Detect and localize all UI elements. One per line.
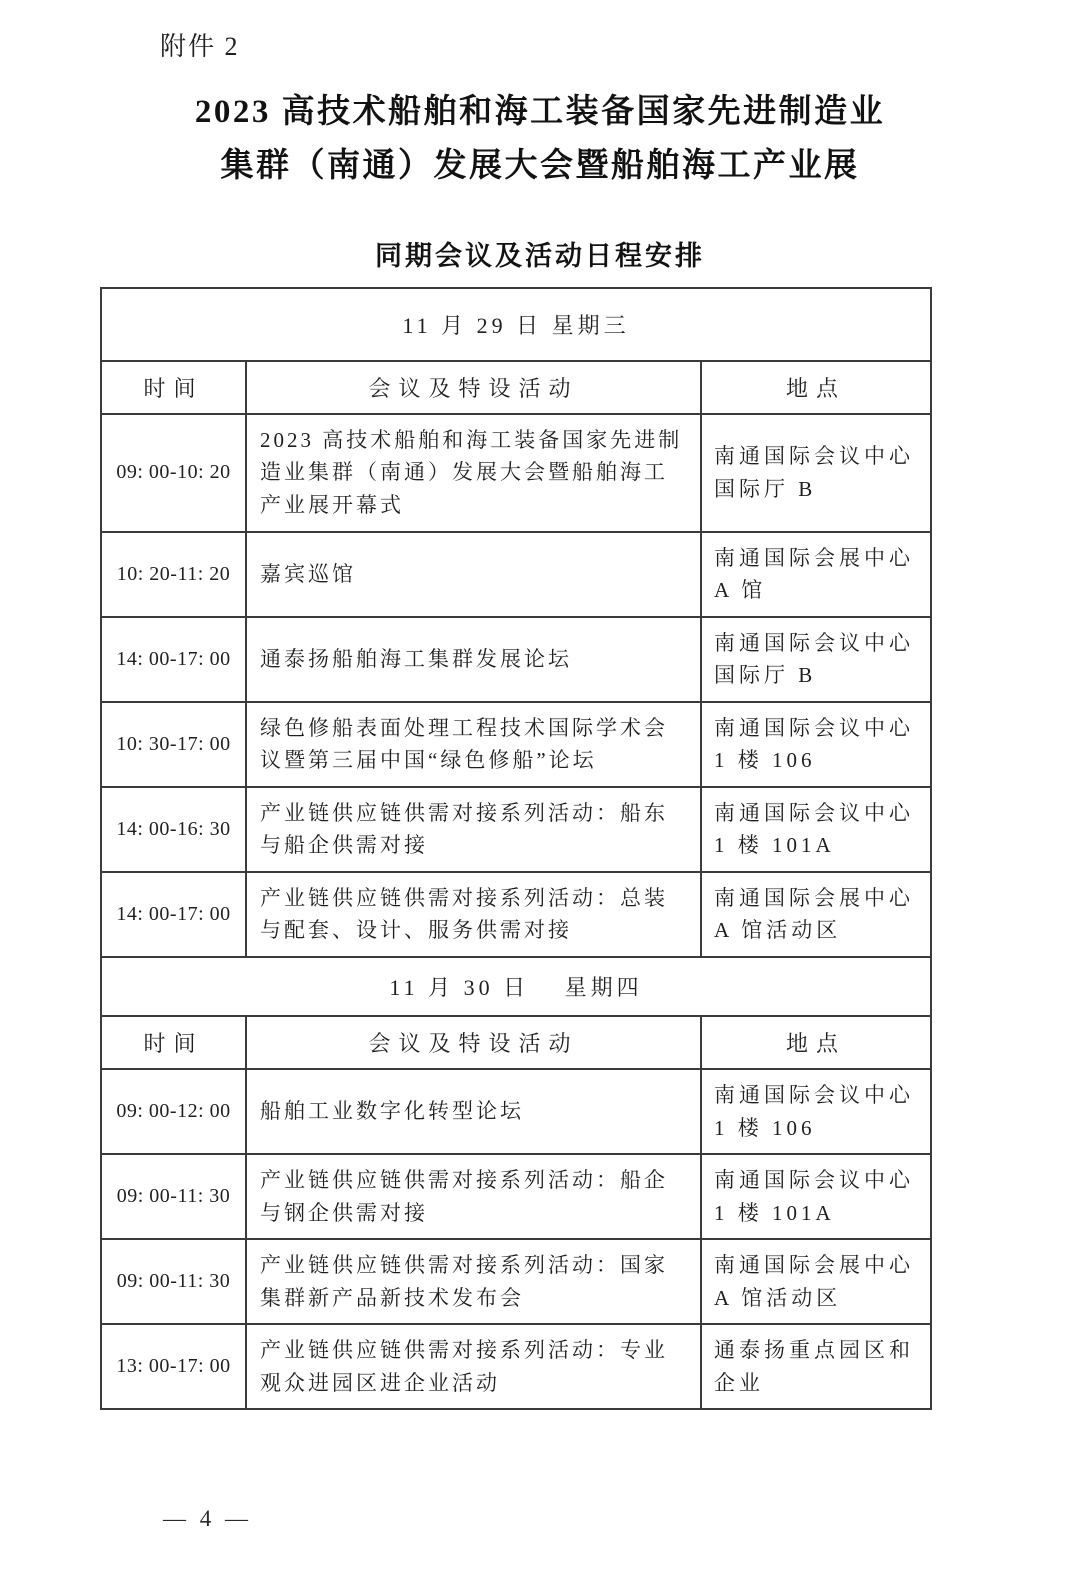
- schedule-row: [101, 532, 931, 617]
- date-label: 11 月 29 日 星期三: [101, 288, 931, 361]
- document-title-line1: 2023 高技术船舶和海工装备国家先进制造业: [194, 94, 886, 130]
- document-title: [100, 85, 980, 194]
- column-header-row: [101, 1016, 931, 1069]
- column-header: 时间: [101, 361, 246, 414]
- time-cell: 10: 30-17: 00: [101, 702, 246, 787]
- time-cell: 10: 20-11: 20: [101, 532, 246, 617]
- location-cell: 南通国际会展中心 A 馆活动区: [701, 872, 931, 957]
- schedule-row: [101, 1069, 931, 1154]
- location-cell: 南通国际会展中心 A 馆活动区: [701, 1239, 931, 1324]
- schedule-row: [101, 1324, 931, 1409]
- page-number: — 4 —: [163, 1506, 252, 1532]
- location-cell: 南通国际会议中心国际厅 B: [701, 617, 931, 702]
- location-cell: 南通国际会议中心 1 楼 106: [701, 702, 931, 787]
- date-row: [101, 957, 931, 1016]
- time-cell: 14: 00-17: 00: [101, 617, 246, 702]
- event-cell: 产业链供应链供需对接系列活动：专业观众进园区进企业活动: [246, 1324, 701, 1409]
- date-label: 11 月 30 日 星期四: [101, 957, 931, 1016]
- time-cell: 09: 00-11: 30: [101, 1154, 246, 1239]
- column-header: 时间: [101, 1016, 246, 1069]
- time-cell: 09: 00-12: 00: [101, 1069, 246, 1154]
- schedule-table: [100, 287, 932, 1410]
- schedule-row: [101, 872, 931, 957]
- location-cell: 南通国际会议中心国际厅 B: [701, 414, 931, 532]
- event-cell: 嘉宾巡馆: [246, 532, 701, 617]
- document-title-line2: 集群（南通）发展大会暨船舶海工产业展: [220, 148, 860, 185]
- time-cell: 13: 00-17: 00: [101, 1324, 246, 1409]
- column-header: 会议及特设活动: [246, 1016, 701, 1069]
- location-cell: 南通国际会议中心 1 楼 101A: [701, 1154, 931, 1239]
- event-cell: 产业链供应链供需对接系列活动：船东与船企供需对接: [246, 787, 701, 872]
- schedule-row: [101, 617, 931, 702]
- event-cell: 产业链供应链供需对接系列活动：船企与钢企供需对接: [246, 1154, 701, 1239]
- schedule-row: [101, 702, 931, 787]
- event-cell: 产业链供应链供需对接系列活动：国家集群新产品新技术发布会: [246, 1239, 701, 1324]
- time-cell: 09: 00-11: 30: [101, 1239, 246, 1324]
- date-row: [101, 288, 931, 361]
- schedule-row: [101, 1239, 931, 1324]
- time-cell: 14: 00-16: 30: [101, 787, 246, 872]
- location-cell: 南通国际会议中心 1 楼 101A: [701, 787, 931, 872]
- schedule-row: [101, 787, 931, 872]
- column-header: 地点: [701, 361, 931, 414]
- time-cell: 09: 00-10: 20: [101, 414, 246, 532]
- event-cell: 产业链供应链供需对接系列活动：总装与配套、设计、服务供需对接: [246, 872, 701, 957]
- location-cell: 南通国际会展中心 A 馆: [701, 532, 931, 617]
- event-cell: 船舶工业数字化转型论坛: [246, 1069, 701, 1154]
- column-header-row: [101, 361, 931, 414]
- schedule-row: [101, 1154, 931, 1239]
- location-cell: 通泰扬重点园区和企业: [701, 1324, 931, 1409]
- event-cell: 2023 高技术船舶和海工装备国家先进制造业集群（南通）发展大会暨船舶海工产业展开幕式: [246, 414, 701, 532]
- column-header: 地点: [701, 1016, 931, 1069]
- event-cell: 通泰扬船舶海工集群发展论坛: [246, 617, 701, 702]
- column-header: 会议及特设活动: [246, 361, 701, 414]
- attachment-label: 附件 2: [160, 32, 240, 61]
- schedule-subtitle: 同期会议及活动日程安排: [375, 240, 705, 271]
- event-cell: 绿色修船表面处理工程技术国际学术会议暨第三届中国“绿色修船”论坛: [246, 702, 701, 787]
- location-cell: 南通国际会议中心 1 楼 106: [701, 1069, 931, 1154]
- schedule-row: [101, 414, 931, 532]
- time-cell: 14: 00-17: 00: [101, 872, 246, 957]
